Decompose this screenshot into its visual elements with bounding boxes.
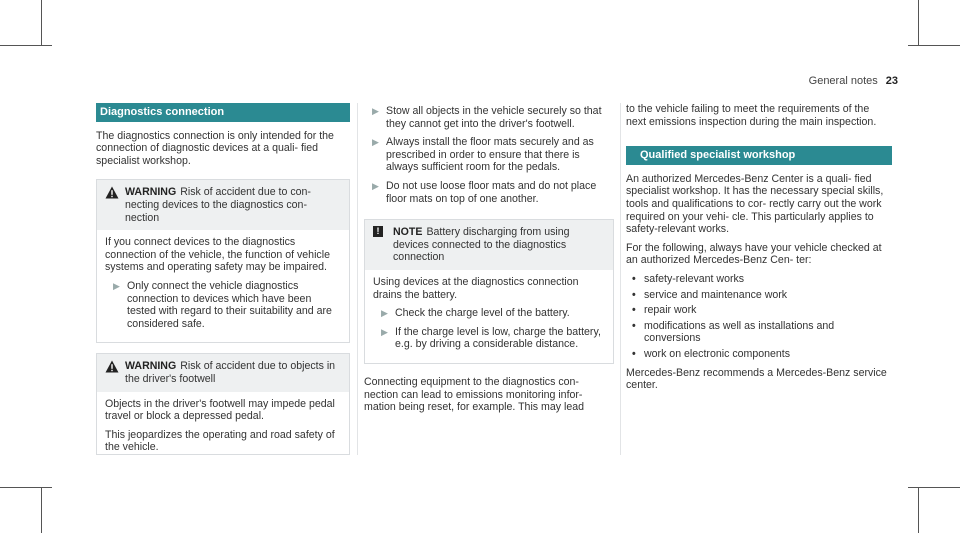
column-1 [96,103,350,455]
instruction-step: ▶ Do not use loose floor mats and do not place floor mats on top of one another. [372,179,597,205]
column-divider [620,103,621,455]
note-title: Battery discharging from using devices connected to the diagnostics connection [393,226,570,264]
note-header [365,220,613,270]
paragraph: Mercedes-Benz recommends a Mercedes-Benz service center. [626,366,887,392]
paragraph: An authorized Mercedes-Benz Center is a quali- fied specialist workshop. It has the necessary special skills, tools and qualifications to cor- rectly carry out the work required on your vehi- cle. This particularly applies to safety-relevant works. [626,172,884,236]
instruction-step: ▶ Check the charge level of the battery. [381,307,570,320]
column-2 [364,103,614,420]
column-3 [626,103,892,398]
column-divider [357,103,358,455]
warning-title: Risk of accident due to objects in the driver's footwell [125,360,336,385]
crop-mark [908,45,960,46]
arrow-icon: ▶ [381,326,388,337]
crop-mark [918,0,919,46]
instruction-step: ▶ Stow all objects in the vehicle securely so that they cannot get into the driver's footwell. [372,105,602,130]
warning-label: WARNING [125,186,177,199]
section-heading: Diagnostics connection [96,103,350,122]
exclamation-icon: ! [373,226,383,237]
list-item: • modifications as well as installations and conversions [632,319,835,345]
warning-box [96,179,350,343]
crop-mark [908,487,960,488]
arrow-icon: ▶ [372,180,379,191]
note-label: NOTE [393,226,423,239]
note-body: Using devices at the diagnostics connection drains the battery. [373,275,579,301]
arrow-icon: ▶ [381,308,388,319]
warning-label: WARNING [125,360,177,373]
warning-header [97,354,349,391]
warning-body: This jeopardizes the operating and road safety of the vehicle. [105,428,335,454]
section-title: General notes [808,75,878,87]
instruction-step: ▶ Always install the floor mats securely and as prescribed in order to ensure that there is always sufficient room for the pedals. [372,136,594,174]
list-item: • work on electronic components [632,347,791,360]
list-item: • safety-relevant works [632,272,745,285]
crop-mark [0,45,52,46]
note-box [364,219,614,364]
warning-triangle-icon [105,360,119,373]
bullet-icon: • [632,319,636,332]
crop-mark [41,0,42,46]
bullet-icon: • [632,304,636,317]
warning-box [96,353,350,455]
page-number: 23 [885,75,898,87]
warning-triangle-icon [105,186,119,199]
list-item: • service and maintenance work [632,288,788,301]
bullet-icon: • [632,288,636,301]
arrow-icon: ▶ [372,137,379,148]
warning-body: If you connect devices to the diagnostics connection of the vehicle, the function of vehicle systems and operating safety may be impaired. [105,236,330,274]
bullet-icon: • [632,272,636,285]
bullet-icon: • [632,347,636,360]
paragraph: Connecting equipment to the diagnostics con- nection can lead to emissions monitoring infor- mation being reset, for example. This may lead [364,375,585,414]
warning-header [97,180,349,230]
list-item: • repair work [632,304,697,317]
arrow-icon: ▶ [113,280,120,291]
warning-title: Risk of accident due to con- necting devices to the diagnostics con- nection [125,186,311,224]
instruction-step: ▶ Only connect the vehicle diagnostics connection to devices which have been tested with regard to their suitability and are considered safe. [113,279,332,330]
intro-paragraph: The diagnostics connection is only intended for the connection of diagnostic devices at a quali- fied specialist workshop. [96,129,334,167]
instruction-step: ▶ If the charge level is low, charge the battery, e.g. by driving a considerable distance. [381,325,601,351]
paragraph: to the vehicle failing to meet the requirements of the next emissions inspection during the main inspection. [626,103,877,128]
crop-mark [918,487,919,533]
crop-mark [0,487,52,488]
page-header [788,75,898,88]
section-heading: Qualified specialist workshop [626,146,892,165]
paragraph: For the following, always have your vehicle checked at an authorized Mercedes-Benz Cen- ter: [626,241,882,267]
warning-body: Objects in the driver's footwell may impede pedal travel or block a depressed pedal. [105,397,335,423]
crop-mark [41,487,42,533]
arrow-icon: ▶ [372,106,379,116]
